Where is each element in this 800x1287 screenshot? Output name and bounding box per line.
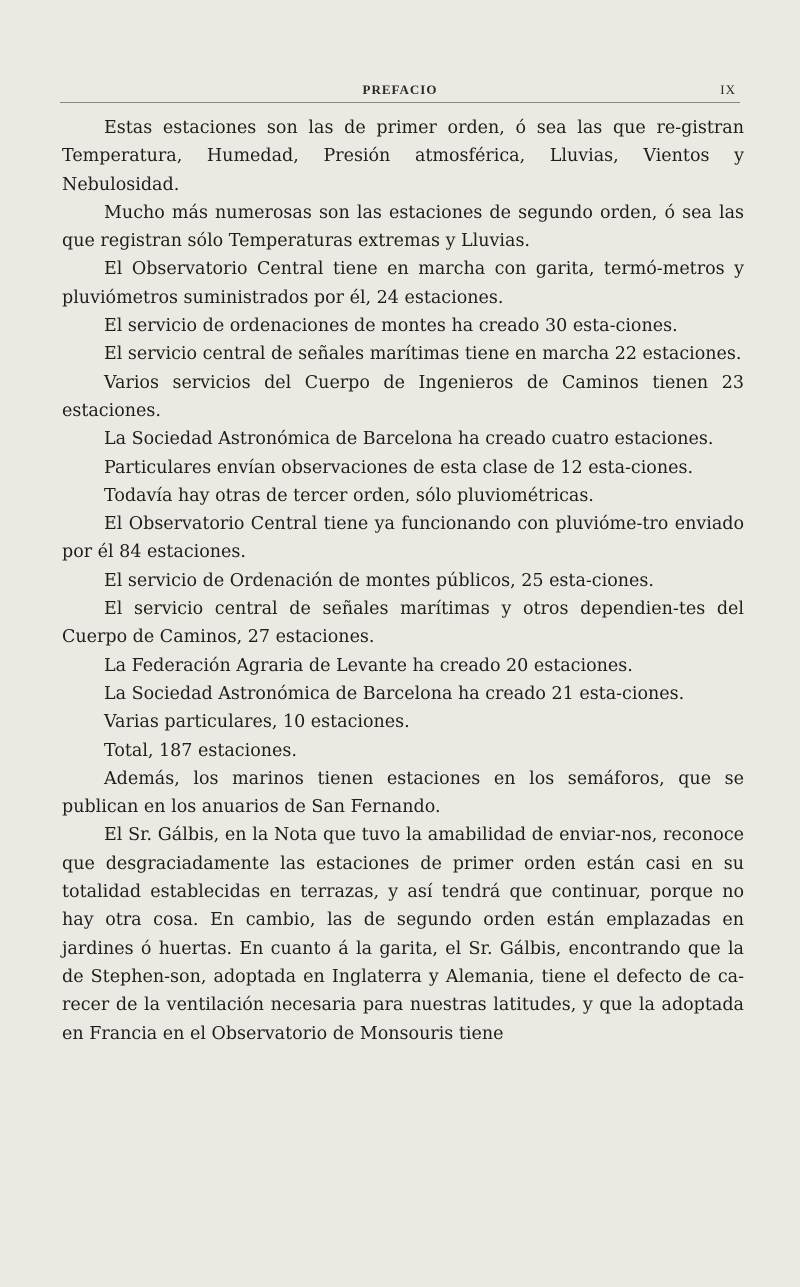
paragraph: El Observatorio Central tiene en marcha con garita, termó-metros y pluviómetros suministrados por él, 24 estaciones. <box>62 259 744 308</box>
paragraph: El Observatorio Central tiene ya funcionando con pluvióme-tro enviado por él 84 estaciones. <box>62 514 744 563</box>
paragraph: El servicio central de señales marítimas y otros dependien-tes del Cuerpo de Caminos, 27 estaciones. <box>62 599 744 648</box>
paragraph: Mucho más numerosas son las estaciones de segundo orden, ó sea las que registran sólo Temperaturas extremas y Lluvias. <box>62 202 744 252</box>
paragraph: Varias particulares, 10 estaciones. <box>104 712 410 733</box>
paragraph: Estas estaciones son las de primer orden, ó sea las que re-gistran Temperatura, Humedad, Presión atmosférica, Lluvias, Vientos y Nebulosidad. <box>62 118 744 195</box>
paragraph: Particulares envían observaciones de esta clase de 12 esta-ciones. <box>104 457 694 478</box>
body-text <box>62 114 744 1048</box>
paragraph: La Sociedad Astronómica de Barcelona ha creado cuatro estaciones. <box>104 429 714 450</box>
paragraph: La Sociedad Astronómica de Barcelona ha creado 21 esta-ciones. <box>104 683 685 704</box>
running-header <box>60 78 740 103</box>
page-number: IX <box>720 82 736 97</box>
paragraph: Total, 187 estaciones. <box>104 740 297 761</box>
paragraph: Todavía hay otras de tercer orden, sólo pluviométricas. <box>104 485 594 506</box>
paragraph: El servicio central de señales marítimas tiene en marcha 22 estaciones. <box>104 344 742 365</box>
paragraph: Además, los marinos tienen estaciones en los semáforos, que se publican en los anuarios de San Fernando. <box>62 768 744 818</box>
paragraph: El servicio de ordenaciones de montes ha creado 30 esta-ciones. <box>104 316 678 337</box>
paragraph: El servicio de Ordenación de montes públicos, 25 esta-ciones. <box>104 570 654 591</box>
paragraph: La Federación Agraria de Levante ha creado 20 estaciones. <box>104 655 633 676</box>
header-title: PREFACIO <box>362 82 438 97</box>
paragraph: Varios servicios del Cuerpo de Ingenieros de Caminos tienen 23 estaciones. <box>62 372 744 421</box>
paragraph: El Sr. Gálbis, en la Nota que tuvo la amabilidad de enviar-nos, reconoce que desgraciadamente las estaciones de primer orden están casi en su totalidad establecidas en terrazas, y así tendrá que continuar, porque no hay otra cosa. En cambio, las de segundo orden están emplazadas en jardines ó huertas. En cuanto á la garita, el Sr. Gálbis, encontrando que la de Stephen-son, adoptada en Inglaterra y Alemania, tiene el defecto de ca-recer de la ventilación necesaria para nuestras latitudes, y que la adoptada en Francia en el Observatorio de Monsouris tiene <box>62 825 744 1044</box>
